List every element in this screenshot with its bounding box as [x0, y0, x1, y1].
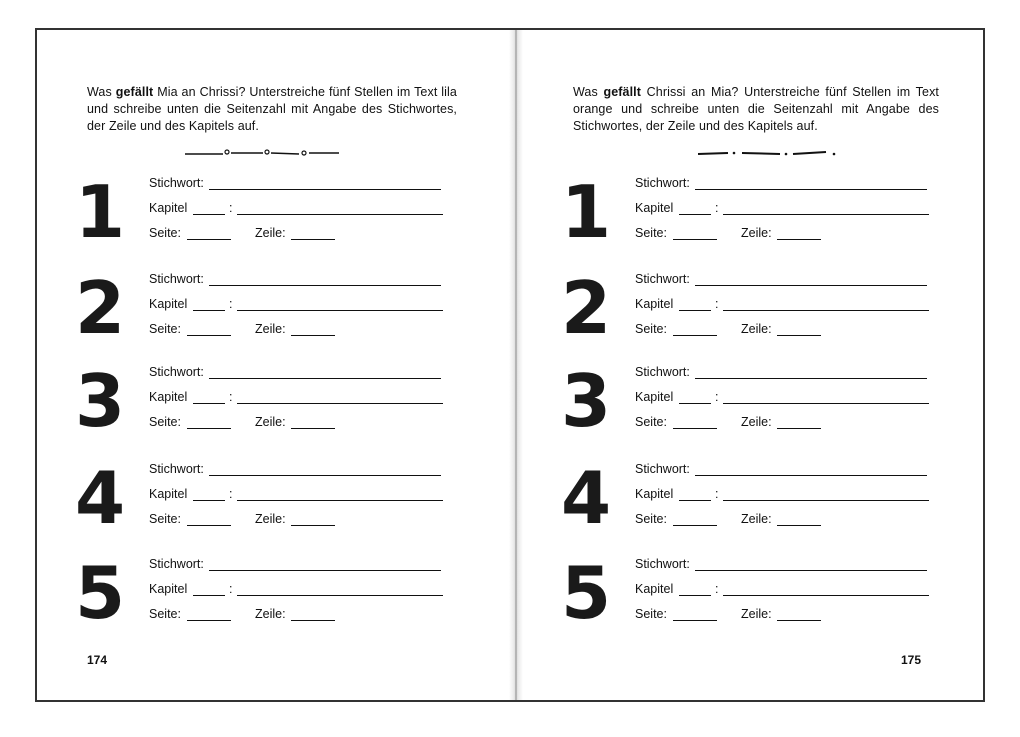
- stichwort-label: Stichwort:: [149, 365, 204, 379]
- kapitel-field[interactable]: [679, 500, 711, 501]
- seite-field[interactable]: [673, 335, 717, 336]
- kapitel-detail-field[interactable]: [237, 403, 443, 404]
- decorative-divider: [698, 147, 848, 159]
- decorative-divider: [185, 147, 341, 159]
- colon: :: [715, 582, 719, 596]
- entry-number: 3: [75, 359, 124, 443]
- entry-number: 5: [561, 551, 610, 635]
- kapitel-detail-field[interactable]: [723, 403, 929, 404]
- entry-number: 4: [75, 456, 124, 540]
- zeile-field[interactable]: [777, 335, 821, 336]
- entry-number: 1: [75, 170, 124, 254]
- stichwort-label: Stichwort:: [149, 272, 204, 286]
- zeile-field[interactable]: [291, 620, 335, 621]
- entry-2: [37, 266, 509, 352]
- seite-field[interactable]: [673, 525, 717, 526]
- colon: :: [229, 297, 233, 311]
- stichwort-field[interactable]: [209, 378, 441, 379]
- seite-field[interactable]: [187, 335, 231, 336]
- stichwort-field[interactable]: [695, 189, 927, 190]
- zeile-label: Zeile:: [741, 512, 772, 526]
- entry-4: [523, 456, 995, 542]
- entry-3: [523, 359, 995, 445]
- zeile-label: Zeile:: [255, 322, 286, 336]
- zeile-field[interactable]: [291, 525, 335, 526]
- seite-field[interactable]: [673, 620, 717, 621]
- book-gutter: [509, 30, 523, 700]
- kapitel-detail-field[interactable]: [723, 310, 929, 311]
- seite-label: Seite:: [635, 607, 667, 621]
- zeile-label: Zeile:: [255, 226, 286, 240]
- instruction-text: [87, 84, 457, 135]
- instruction-pre: Was: [573, 85, 604, 99]
- instruction-post: Chrissi an Mia? Unterstreiche fünf Stellen im Text orange und schreibe unten die Seitenzahl mit Angabe des Stichwortes, der Zeile und des Kapitels auf.: [573, 85, 939, 133]
- zeile-label: Zeile:: [741, 415, 772, 429]
- stichwort-field[interactable]: [695, 378, 927, 379]
- colon: :: [715, 390, 719, 404]
- seite-field[interactable]: [187, 525, 231, 526]
- entry-1: [37, 170, 509, 256]
- page-number: 175: [901, 653, 922, 667]
- kapitel-label: Kapitel: [635, 582, 674, 596]
- kapitel-detail-field[interactable]: [723, 500, 929, 501]
- zeile-label: Zeile:: [741, 322, 772, 336]
- colon: :: [229, 582, 233, 596]
- kapitel-field[interactable]: [193, 310, 225, 311]
- entry-5: [523, 551, 995, 637]
- entry-1: [523, 170, 995, 256]
- kapitel-detail-field[interactable]: [237, 595, 443, 596]
- kapitel-field[interactable]: [193, 214, 225, 215]
- left-page: [37, 30, 509, 700]
- instruction-bold: gefällt: [603, 85, 642, 99]
- stichwort-label: Stichwort:: [635, 557, 690, 571]
- instruction-text: [573, 84, 939, 135]
- stichwort-label: Stichwort:: [635, 272, 690, 286]
- entry-number: 2: [561, 266, 610, 350]
- seite-label: Seite:: [149, 415, 181, 429]
- seite-label: Seite:: [149, 226, 181, 240]
- kapitel-label: Kapitel: [635, 487, 674, 501]
- kapitel-label: Kapitel: [149, 297, 188, 311]
- stichwort-field[interactable]: [695, 475, 927, 476]
- stichwort-field[interactable]: [695, 285, 927, 286]
- kapitel-field[interactable]: [679, 214, 711, 215]
- entry-number: 1: [561, 170, 610, 254]
- stichwort-field[interactable]: [209, 189, 441, 190]
- stichwort-label: Stichwort:: [149, 176, 204, 190]
- colon: :: [229, 390, 233, 404]
- kapitel-detail-field[interactable]: [237, 310, 443, 311]
- kapitel-label: Kapitel: [635, 201, 674, 215]
- stichwort-label: Stichwort:: [635, 462, 690, 476]
- colon: :: [715, 297, 719, 311]
- kapitel-field[interactable]: [679, 403, 711, 404]
- kapitel-detail-field[interactable]: [723, 595, 929, 596]
- instruction-pre: Was: [87, 85, 116, 99]
- seite-field[interactable]: [187, 428, 231, 429]
- colon: :: [229, 201, 233, 215]
- entry-number: 3: [561, 359, 610, 443]
- stichwort-label: Stichwort:: [635, 176, 690, 190]
- kapitel-label: Kapitel: [635, 297, 674, 311]
- kapitel-label: Kapitel: [149, 390, 188, 404]
- zeile-field[interactable]: [777, 525, 821, 526]
- stichwort-field[interactable]: [209, 285, 441, 286]
- entry-3: [37, 359, 509, 445]
- zeile-label: Zeile:: [741, 607, 772, 621]
- seite-label: Seite:: [149, 512, 181, 526]
- seite-field[interactable]: [673, 239, 717, 240]
- colon: :: [715, 487, 719, 501]
- seite-label: Seite:: [635, 512, 667, 526]
- kapitel-label: Kapitel: [149, 201, 188, 215]
- right-page: [523, 30, 995, 700]
- seite-label: Seite:: [635, 415, 667, 429]
- entry-number: 2: [75, 266, 124, 350]
- kapitel-field[interactable]: [679, 310, 711, 311]
- kapitel-detail-field[interactable]: [237, 214, 443, 215]
- zeile-field[interactable]: [291, 428, 335, 429]
- kapitel-detail-field[interactable]: [723, 214, 929, 215]
- entry-number: 5: [75, 551, 124, 635]
- stichwort-field[interactable]: [695, 570, 927, 571]
- stichwort-field[interactable]: [209, 475, 441, 476]
- entry-number: 4: [561, 456, 610, 540]
- zeile-field[interactable]: [291, 335, 335, 336]
- kapitel-field[interactable]: [679, 595, 711, 596]
- page-number: 174: [87, 653, 108, 667]
- instruction-bold: gefällt: [115, 85, 154, 99]
- kapitel-label: Kapitel: [635, 390, 674, 404]
- zeile-label: Zeile:: [255, 607, 286, 621]
- stichwort-label: Stichwort:: [149, 557, 204, 571]
- zeile-field[interactable]: [777, 620, 821, 621]
- colon: :: [715, 201, 719, 215]
- zeile-field[interactable]: [777, 239, 821, 240]
- colon: :: [229, 487, 233, 501]
- entry-4: [37, 456, 509, 542]
- seite-label: Seite:: [635, 322, 667, 336]
- kapitel-detail-field[interactable]: [237, 500, 443, 501]
- stichwort-label: Stichwort:: [149, 462, 204, 476]
- kapitel-label: Kapitel: [149, 582, 188, 596]
- zeile-label: Zeile:: [255, 415, 286, 429]
- zeile-field[interactable]: [777, 428, 821, 429]
- zeile-field[interactable]: [291, 239, 335, 240]
- seite-field[interactable]: [673, 428, 717, 429]
- kapitel-field[interactable]: [193, 403, 225, 404]
- kapitel-field[interactable]: [193, 595, 225, 596]
- seite-field[interactable]: [187, 620, 231, 621]
- stichwort-label: Stichwort:: [635, 365, 690, 379]
- seite-label: Seite:: [149, 322, 181, 336]
- stichwort-field[interactable]: [209, 570, 441, 571]
- kapitel-label: Kapitel: [149, 487, 188, 501]
- entry-2: [523, 266, 995, 352]
- seite-field[interactable]: [187, 239, 231, 240]
- seite-label: Seite:: [149, 607, 181, 621]
- entry-5: [37, 551, 509, 637]
- kapitel-field[interactable]: [193, 500, 225, 501]
- zeile-label: Zeile:: [741, 226, 772, 240]
- book-spread: [35, 28, 985, 702]
- seite-label: Seite:: [635, 226, 667, 240]
- zeile-label: Zeile:: [255, 512, 286, 526]
- instruction-post: Mia an Chrissi? Unterstreiche fünf Stellen im Text lila und schreibe unten die Seitenzahl mit Angabe des Stichwortes, der Zeile und des Kapitels auf.: [87, 85, 457, 133]
